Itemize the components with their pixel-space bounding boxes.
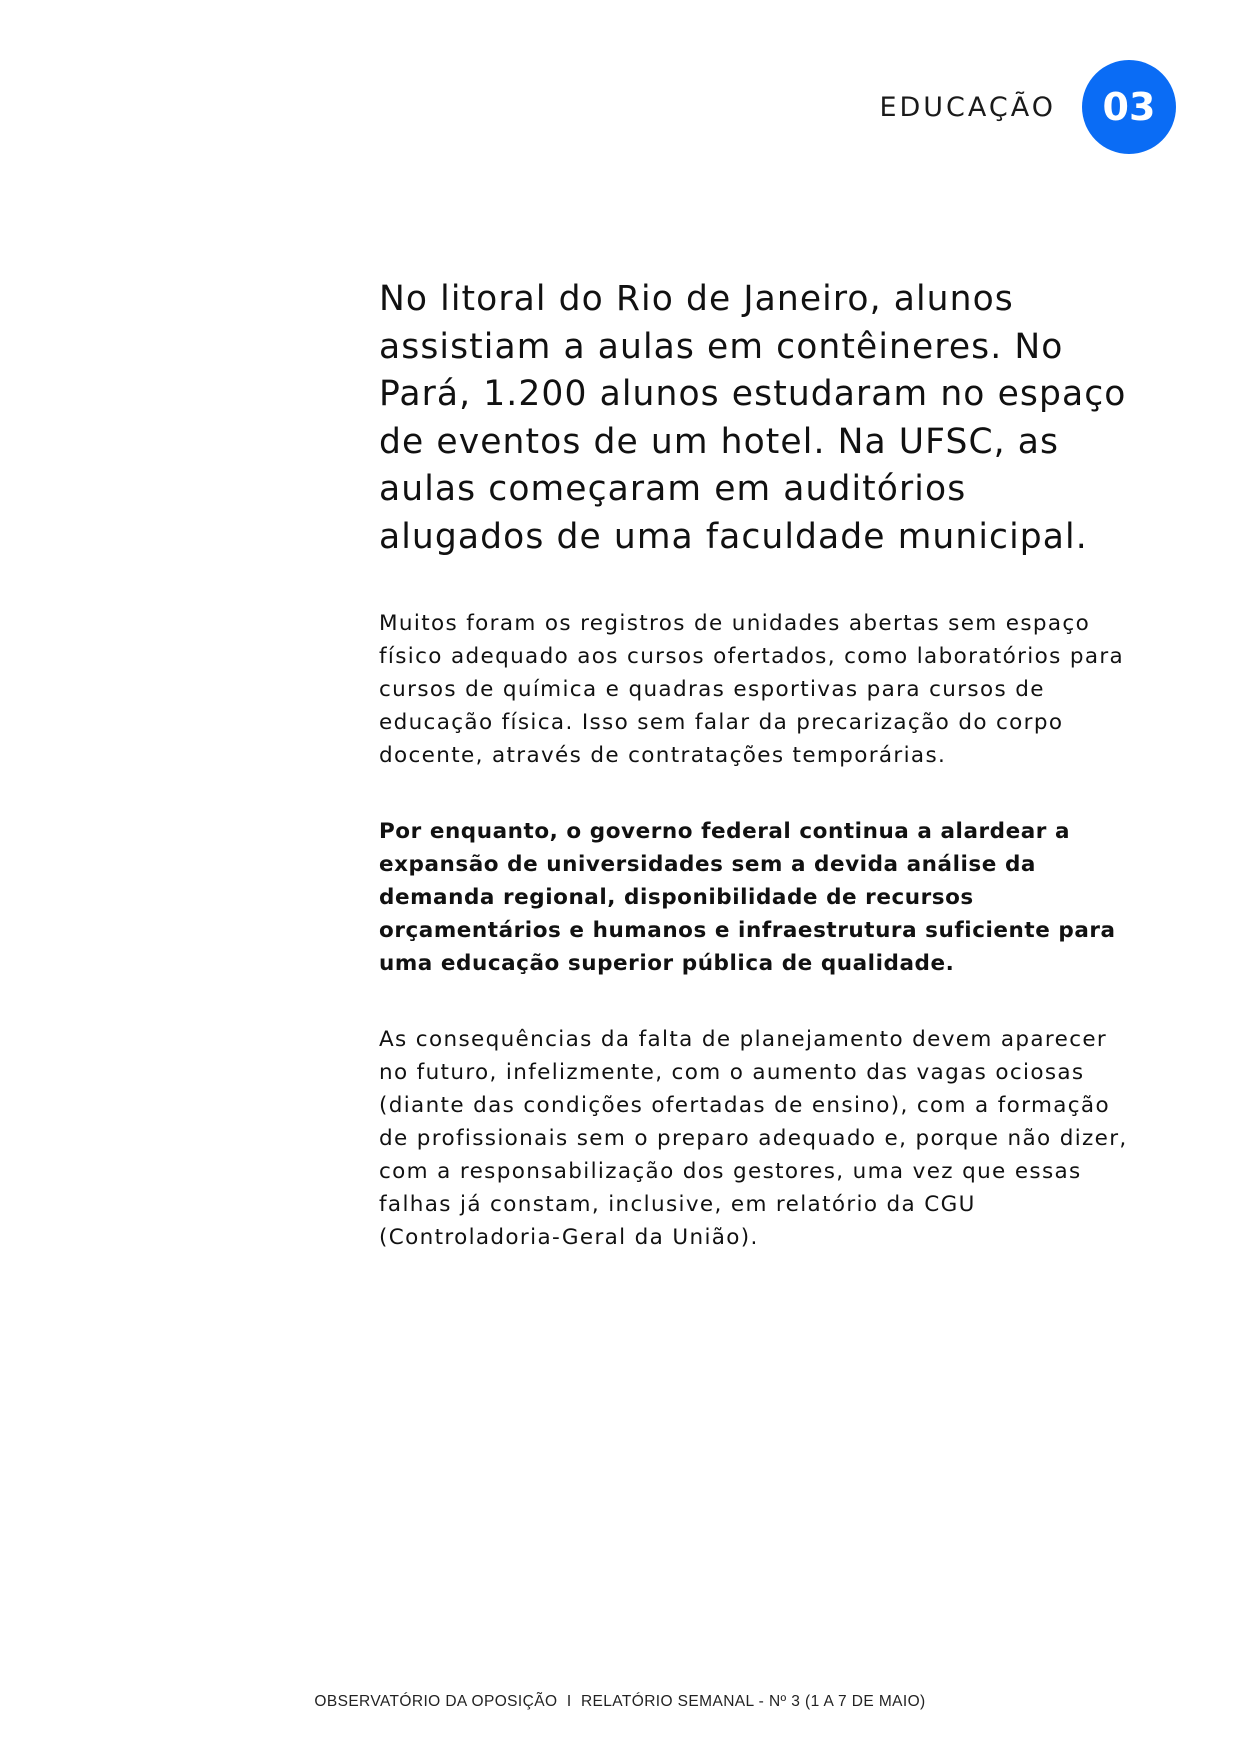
body-paragraph-3: As consequências da falta de planejamento devem aparecer no futuro, infelizmente, com o aumento das vagas ociosas (diante das condições ofertadas de ensino), com a formação de profissionais sem o preparo adequado e, porque não dizer, com a responsabilização dos gestores, uma vez que essas falhas já constam, inclusive, em relatório da CGU (Controladoria-Geral da União). xyxy=(379,1027,1128,1250)
page-number-badge xyxy=(1082,60,1176,154)
article-body xyxy=(379,276,1139,1254)
lead-paragraph: No litoral do Rio de Janeiro, alunos assistiam a aulas em contêineres. No Pará, 1.200 alunos estudaram no espaço de eventos de um hotel. Na UFSC, as aulas começaram em auditórios alugados de uma faculdade municipal. xyxy=(379,279,1127,557)
page-header xyxy=(879,60,1176,154)
body-paragraph-1: Muitos foram os registros de unidades abertas sem espaço físico adequado aos cursos ofertados, como laboratórios para cursos de química e quadras esportivas para cursos de educação física. Isso sem falar da precarização do corpo docente, através de contratações temporárias. xyxy=(379,611,1125,768)
page-number: 03 xyxy=(1102,85,1156,129)
page-footer: OBSERVATÓRIO DA OPOSIÇÃO I RELATÓRIO SEMANAL - Nº 3 (1 A 7 DE MAIO) xyxy=(314,1693,926,1710)
highlight-paragraph: Por enquanto, o governo federal continua a alardear a expansão de universidades sem a devida análise da demanda regional, disponibilidade de recursos orçamentários e humanos e infraestrutura suficiente para uma educação superior pública de qualidade. xyxy=(379,819,1116,976)
section-title: EDUCAÇÃO xyxy=(879,91,1056,123)
